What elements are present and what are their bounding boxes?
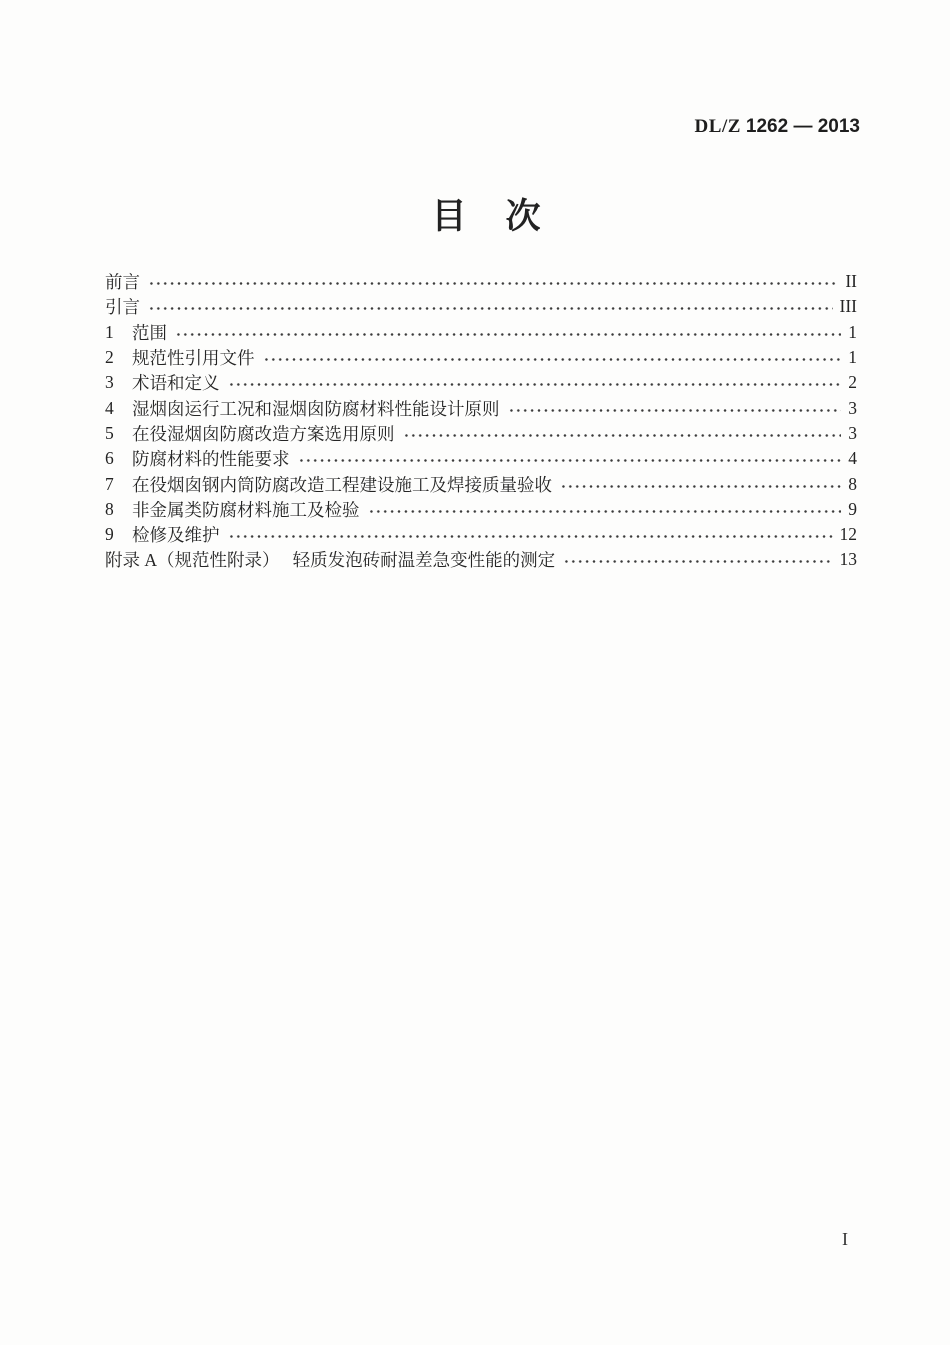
dot-leader [298,458,842,463]
toc-entry [105,471,857,496]
toc-entry-label: 引言 [105,297,140,318]
toc-entry [105,320,857,345]
toc-entry [105,522,857,547]
dot-leader [148,281,838,286]
standard-code-number: 1262 — 2013 [745,116,860,137]
toc-entry-page: III [839,296,857,317]
toc-entry-label: 在役湿烟囱防腐改造方案选用原则 [132,423,395,444]
dot-leader [148,306,833,311]
toc-entry-page: 4 [848,448,857,469]
toc-title: 目 次 [431,197,543,236]
dot-leader [368,509,842,514]
standard-code-prefix: DL/Z [694,116,741,137]
toc-entry [105,395,857,420]
toc-entry [105,345,857,370]
toc-entry-page: 1 [848,321,857,342]
toc-entry [105,446,857,471]
toc-entry-number: 5 [105,422,114,443]
toc-entry [105,294,857,319]
toc-entry-page: 2 [848,372,857,393]
toc-entry-label: 范围 [132,322,167,343]
toc-entry-label: 湿烟囱运行工况和湿烟囱防腐材料性能设计原则 [132,398,500,419]
dot-leader [228,382,842,387]
toc-entry [105,269,857,294]
toc-entry-page: 3 [848,397,857,418]
toc-entry-page: 8 [848,473,857,494]
toc-entry [105,370,857,395]
toc-entry-number: 3 [105,372,114,393]
toc-entry-page: 1 [848,347,857,368]
toc-entry-number: 9 [105,524,114,545]
standard-code [695,116,860,138]
toc-entry-page: II [845,271,857,292]
toc-entry [105,547,857,572]
toc-entry-label: 非金属类防腐材料施工及检验 [132,499,360,520]
toc-entry-page: 3 [848,422,857,443]
dot-leader [560,484,841,489]
toc-entry-number: 7 [105,473,114,494]
toc-entry-number: 4 [105,397,114,418]
toc-entry-page: 12 [839,524,857,545]
toc-entry-number: 1 [105,321,114,342]
toc-entry-label: 术语和定义 [132,373,220,394]
dot-leader [263,357,842,362]
toc-entry-label: 在役烟囱钢内筒防腐改造工程建设施工及焊接质量验收 [132,474,552,495]
toc-entry-page: 9 [848,498,857,519]
toc-list [105,269,857,573]
dot-leader [403,433,842,438]
toc-entry-label: 规范性引用文件 [132,348,255,369]
page-number: I [842,1229,848,1249]
toc-entry [105,497,857,522]
toc-entry-number: 8 [105,498,114,519]
dot-leader [175,332,841,337]
toc-entry-number: 6 [105,448,114,469]
toc-entry [105,421,857,446]
dot-leader [508,408,842,413]
toc-entry-label: 检修及维护 [132,525,220,546]
toc-entry-number: 2 [105,347,114,368]
dot-leader [563,559,832,564]
dot-leader [228,534,833,539]
toc-entry-page: 13 [839,549,857,570]
toc-entry-label: 防腐材料的性能要求 [132,449,290,470]
toc-entry-label: 前言 [105,272,140,293]
toc-entry-label: 附录 A（规范性附录） 轻质发泡砖耐温差急变性能的测定 [105,550,556,571]
